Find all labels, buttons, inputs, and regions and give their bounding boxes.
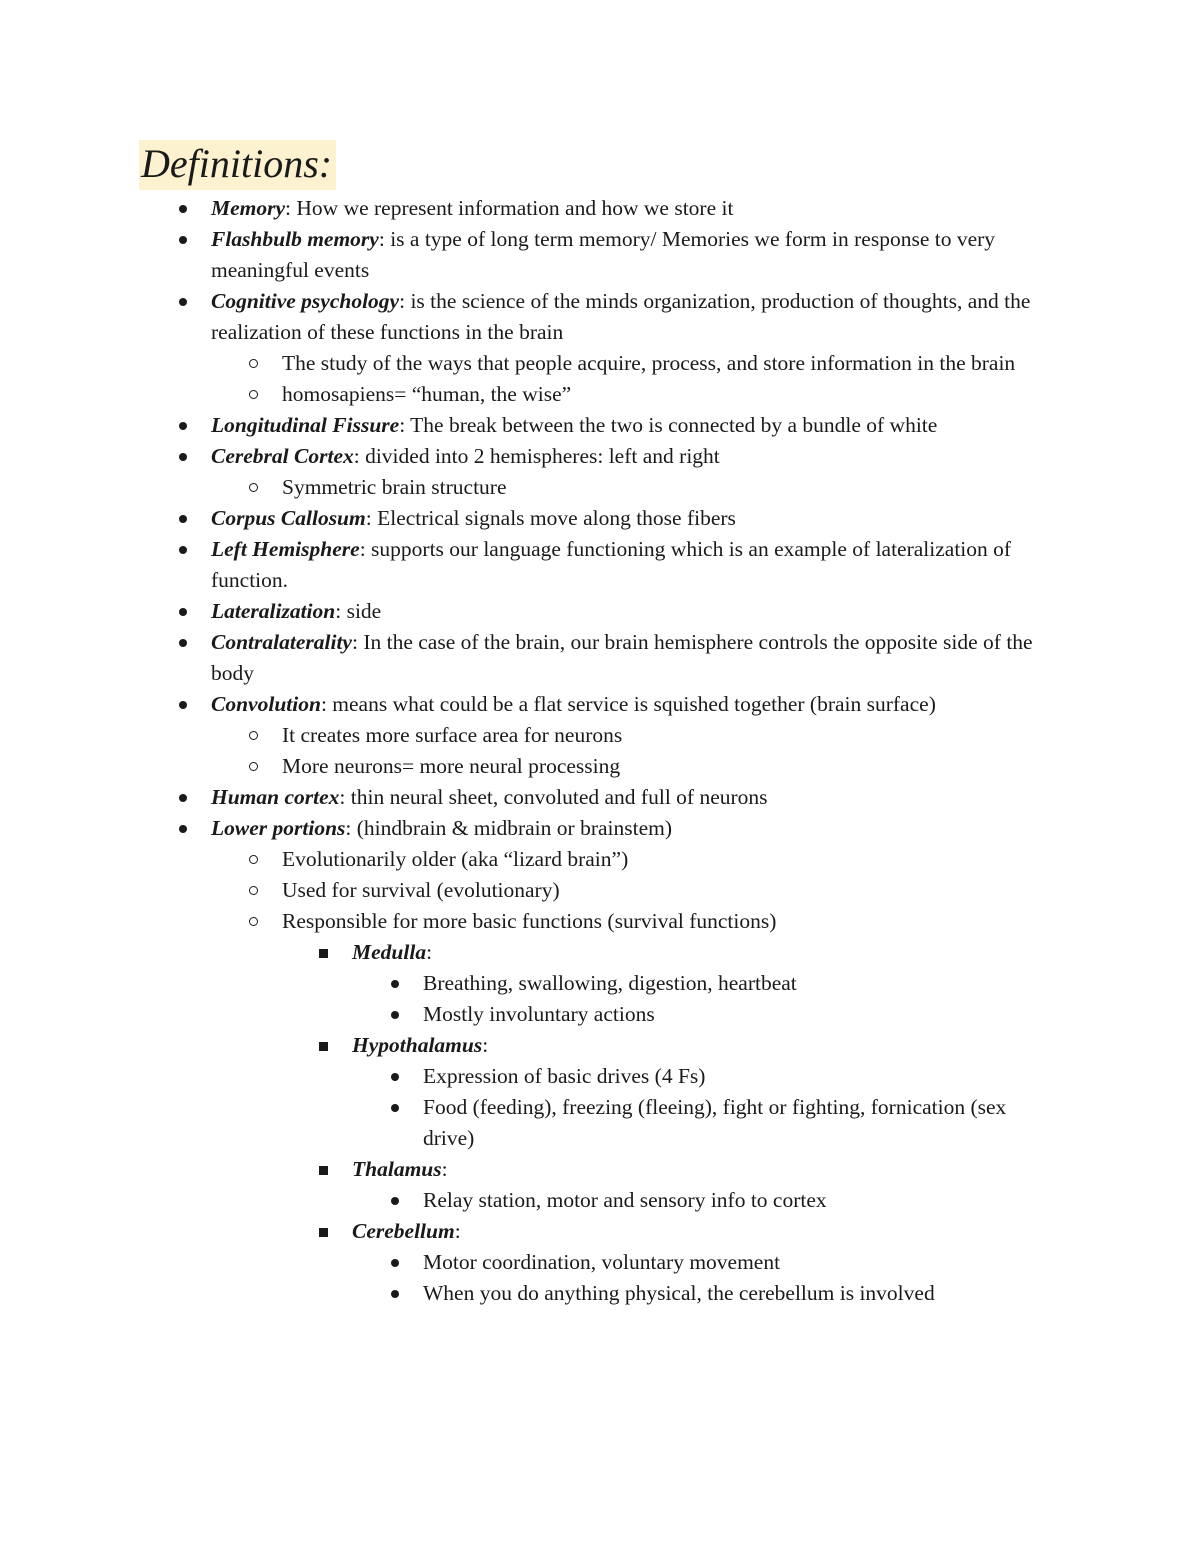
definition-text: : — [482, 1033, 489, 1057]
filled-circle-bullet-icon — [391, 1197, 399, 1205]
hollow-circle-bullet-icon — [249, 731, 258, 740]
list-item-text: When you do anything physical, the cerebellum is involved — [423, 1281, 935, 1305]
filled-circle-bullet-icon — [391, 1259, 399, 1267]
list-item — [352, 1216, 1052, 1247]
hollow-circle-bullet-icon — [249, 917, 258, 926]
list-item — [282, 348, 1052, 379]
list-item — [282, 751, 1052, 782]
list-item — [211, 503, 1061, 534]
definition-term: Convolution — [211, 692, 321, 716]
definition-text: : — [426, 940, 433, 964]
list-item — [282, 906, 1052, 937]
list-item — [211, 410, 1061, 441]
list-item — [423, 1061, 1053, 1092]
list-item — [423, 1092, 1053, 1154]
list-item-text: Symmetric brain structure — [282, 475, 507, 499]
filled-circle-bullet-icon — [391, 1104, 399, 1112]
filled-circle-bullet-icon — [179, 701, 187, 709]
hollow-circle-bullet-icon — [249, 762, 258, 771]
filled-circle-bullet-icon — [179, 794, 187, 802]
definition-term: Cognitive psychology — [211, 289, 400, 313]
definition-term: Contralaterality — [211, 630, 352, 654]
definition-text: : side — [335, 599, 382, 623]
list-item-text: Used for survival (evolutionary) — [282, 878, 560, 902]
list-item — [211, 813, 1061, 844]
list-item-text: Evolutionarily older (aka “lizard brain”) — [282, 847, 629, 871]
list-item-text: Food (feeding), freezing (fleeing), fight or fighting, fornication (sex drive) — [423, 1095, 1007, 1150]
definition-text: : The break between the two is connected by a bundle of white — [399, 413, 938, 437]
filled-circle-bullet-icon — [179, 608, 187, 616]
list-item — [423, 999, 1053, 1030]
square-bullet-icon — [319, 949, 328, 958]
filled-circle-bullet-icon — [391, 1011, 399, 1019]
filled-circle-bullet-icon — [179, 825, 187, 833]
definition-text: : is the science of the minds organization, production of thoughts, and the realization of these functions in the brain — [211, 289, 1031, 344]
definition-term: Lower portions — [211, 816, 346, 840]
list-item — [423, 1247, 1053, 1278]
list-item — [211, 627, 1061, 689]
list-item-text: Motor coordination, voluntary movement — [423, 1250, 781, 1274]
list-item — [211, 782, 1061, 813]
list-item — [282, 720, 1052, 751]
definition-term: Lateralization — [211, 599, 336, 623]
list-item — [352, 1030, 1052, 1061]
hollow-circle-bullet-icon — [249, 855, 258, 864]
list-item-text: Responsible for more basic functions (survival functions) — [282, 909, 777, 933]
list-item — [211, 596, 1061, 627]
list-item-text: Mostly involuntary actions — [423, 1002, 655, 1026]
filled-circle-bullet-icon — [391, 1073, 399, 1081]
definition-term: Cerebellum — [352, 1219, 455, 1243]
filled-circle-bullet-icon — [179, 298, 187, 306]
list-item — [282, 379, 1052, 410]
list-item — [211, 689, 1061, 720]
definition-term: Left Hemisphere — [211, 537, 360, 561]
list-item — [211, 441, 1061, 472]
filled-circle-bullet-icon — [391, 980, 399, 988]
definition-term: Human cortex — [211, 785, 340, 809]
filled-circle-bullet-icon — [391, 1290, 399, 1298]
filled-circle-bullet-icon — [179, 639, 187, 647]
list-item — [282, 875, 1052, 906]
filled-circle-bullet-icon — [179, 453, 187, 461]
definition-term: Corpus Callosum — [211, 506, 366, 530]
list-item — [282, 472, 1052, 503]
page-title: Definitions: — [139, 140, 336, 190]
definition-text: : (hindbrain & midbrain or brainstem) — [345, 816, 673, 840]
hollow-circle-bullet-icon — [249, 390, 258, 399]
square-bullet-icon — [319, 1228, 328, 1237]
list-item-text: Breathing, swallowing, digestion, heartbeat — [423, 971, 797, 995]
list-item-text: homosapiens= “human, the wise” — [282, 382, 572, 406]
definition-text: : divided into 2 hemispheres: left and right — [353, 444, 720, 468]
definition-term: Hypothalamus — [352, 1033, 483, 1057]
definitions-list — [0, 193, 1200, 1309]
list-item — [211, 193, 1061, 224]
list-item — [211, 286, 1061, 348]
list-item — [352, 937, 1052, 968]
hollow-circle-bullet-icon — [249, 483, 258, 492]
definition-text: : — [441, 1157, 448, 1181]
definition-term: Flashbulb memory — [211, 227, 379, 251]
definition-term: Medulla — [352, 940, 427, 964]
definition-text: : supports our language functioning which is an example of lateralization of function. — [211, 537, 1012, 592]
list-item — [423, 1278, 1053, 1309]
definition-text: : Electrical signals move along those fibers — [365, 506, 736, 530]
list-item — [423, 968, 1053, 999]
definition-term: Memory — [211, 196, 286, 220]
square-bullet-icon — [319, 1042, 328, 1051]
filled-circle-bullet-icon — [179, 205, 187, 213]
filled-circle-bullet-icon — [179, 515, 187, 523]
list-item — [352, 1154, 1052, 1185]
list-item-text: It creates more surface area for neurons — [282, 723, 623, 747]
filled-circle-bullet-icon — [179, 236, 187, 244]
definition-text: : means what could be a flat service is squished together (brain surface) — [320, 692, 936, 716]
list-item-text: Relay station, motor and sensory info to cortex — [423, 1188, 827, 1212]
list-item — [211, 224, 1061, 286]
definition-text: : In the case of the brain, our brain hemisphere controls the opposite side of the body — [211, 630, 1033, 685]
definition-term: Thalamus — [352, 1157, 442, 1181]
hollow-circle-bullet-icon — [249, 359, 258, 368]
hollow-circle-bullet-icon — [249, 886, 258, 895]
list-item-text: More neurons= more neural processing — [282, 754, 621, 778]
list-item — [423, 1185, 1053, 1216]
list-item-text: The study of the ways that people acquire, process, and store information in the brain — [282, 351, 1016, 375]
definition-text: : thin neural sheet, convoluted and full of neurons — [339, 785, 768, 809]
square-bullet-icon — [319, 1166, 328, 1175]
definition-term: Longitudinal Fissure — [211, 413, 400, 437]
filled-circle-bullet-icon — [179, 422, 187, 430]
definition-text: : — [454, 1219, 461, 1243]
definition-term: Cerebral Cortex — [211, 444, 354, 468]
list-item-text: Expression of basic drives (4 Fs) — [423, 1064, 706, 1088]
list-item — [282, 844, 1052, 875]
definition-text: : How we represent information and how we store it — [285, 196, 734, 220]
definition-text: : is a type of long term memory/ Memories we form in response to very meaningful events — [211, 227, 996, 282]
filled-circle-bullet-icon — [179, 546, 187, 554]
list-item — [211, 534, 1061, 596]
